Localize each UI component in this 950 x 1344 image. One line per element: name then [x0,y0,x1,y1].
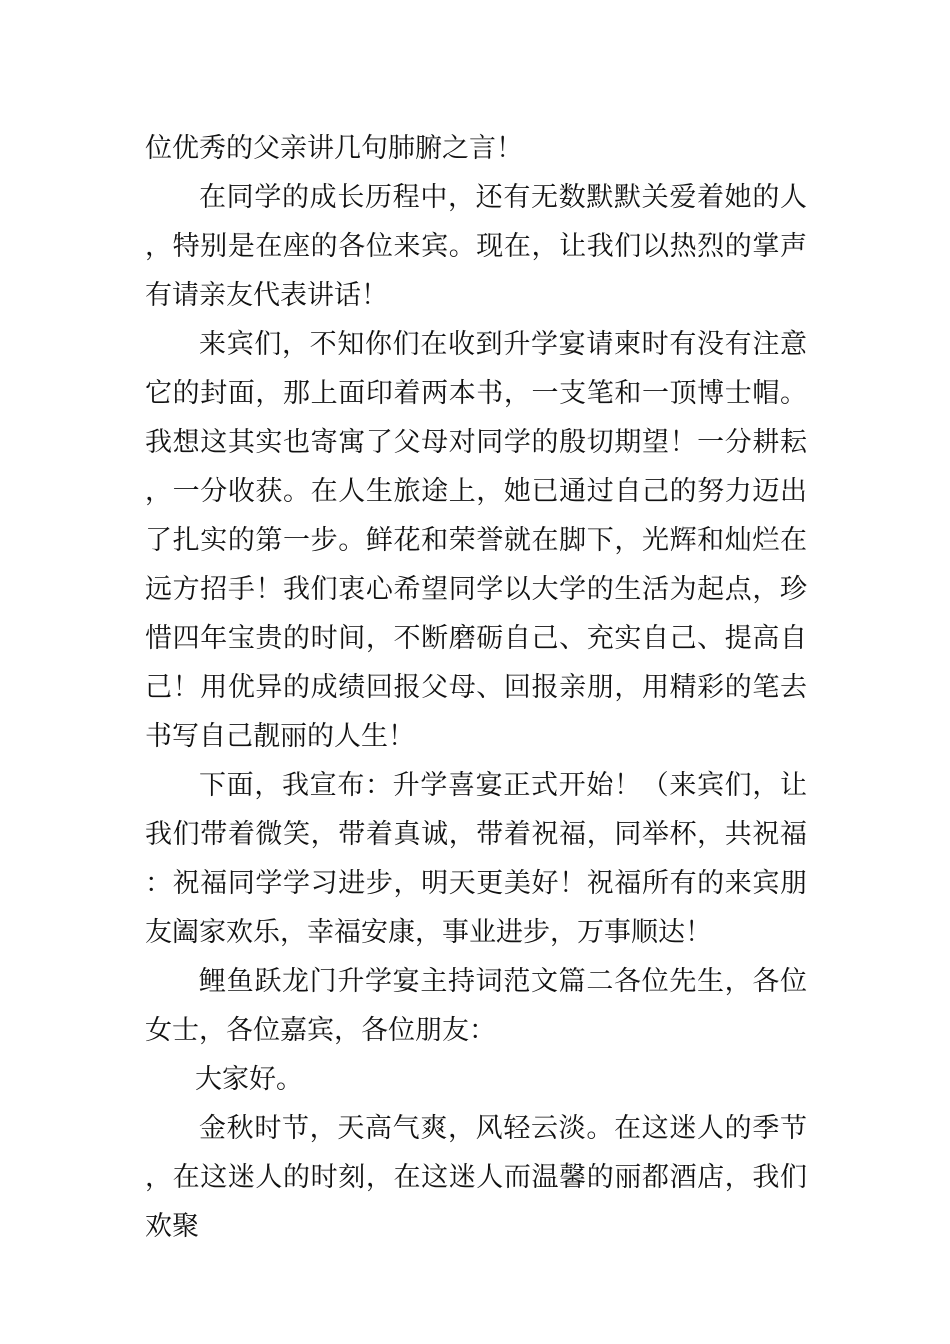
paragraph-banquet-start: 下面，我宣布：升学喜宴正式开始！（来宾们，让我们带着微笑，带着真诚，带着祝福，同举杯，共祝福：祝福同学学习进步，明天更美好！祝福所有的来宾朋友阖家欢乐，幸福安康，事业进步，万事顺达！ [145,770,807,948]
paragraph-guests-speech: 在同学的成长历程中，还有无数默默关爱着她的人，特别是在座的各位来宾。现在，让我们以热烈的掌声有请亲友代表讲话！ [145,182,807,311]
paragraph-autumn-opening: 金秋时节，天高气爽，风轻云淡。在这迷人的季节，在这迷人的时刻，在这迷人而温馨的丽都酒店，我们欢聚 [145,1113,807,1242]
document-body [145,124,807,1251]
paragraph-invitation-cover: 来宾们，不知你们在收到升学宴请柬时有没有注意它的封面，那上面印着两本书，一支笔和一顶博士帽。我想这其实也寄寓了父母对同学的殷切期望！一分耕耘，一分收获。在人生旅途上，她已通过自己的努力迈出了扎实的第一步。鲜花和荣誉就在脚下，光辉和灿烂在远方招手！我们衷心希望同学以大学的生活为起点，珍惜四年宝贵的时间，不断磨砺自己、充实自己、提高自己！用优异的成绩回报父母、回报亲朋，用精彩的笔去书写自己靓丽的人生！ [145,329,807,752]
paragraph-section-two-heading: 鲤鱼跃龙门升学宴主持词范文篇二各位先生，各位女士，各位嘉宾，各位朋友： [145,966,807,1046]
paragraph-greeting: 大家好。 [195,1064,303,1095]
paragraph-continuation: 位优秀的父亲讲几句肺腑之言！ [145,133,523,164]
